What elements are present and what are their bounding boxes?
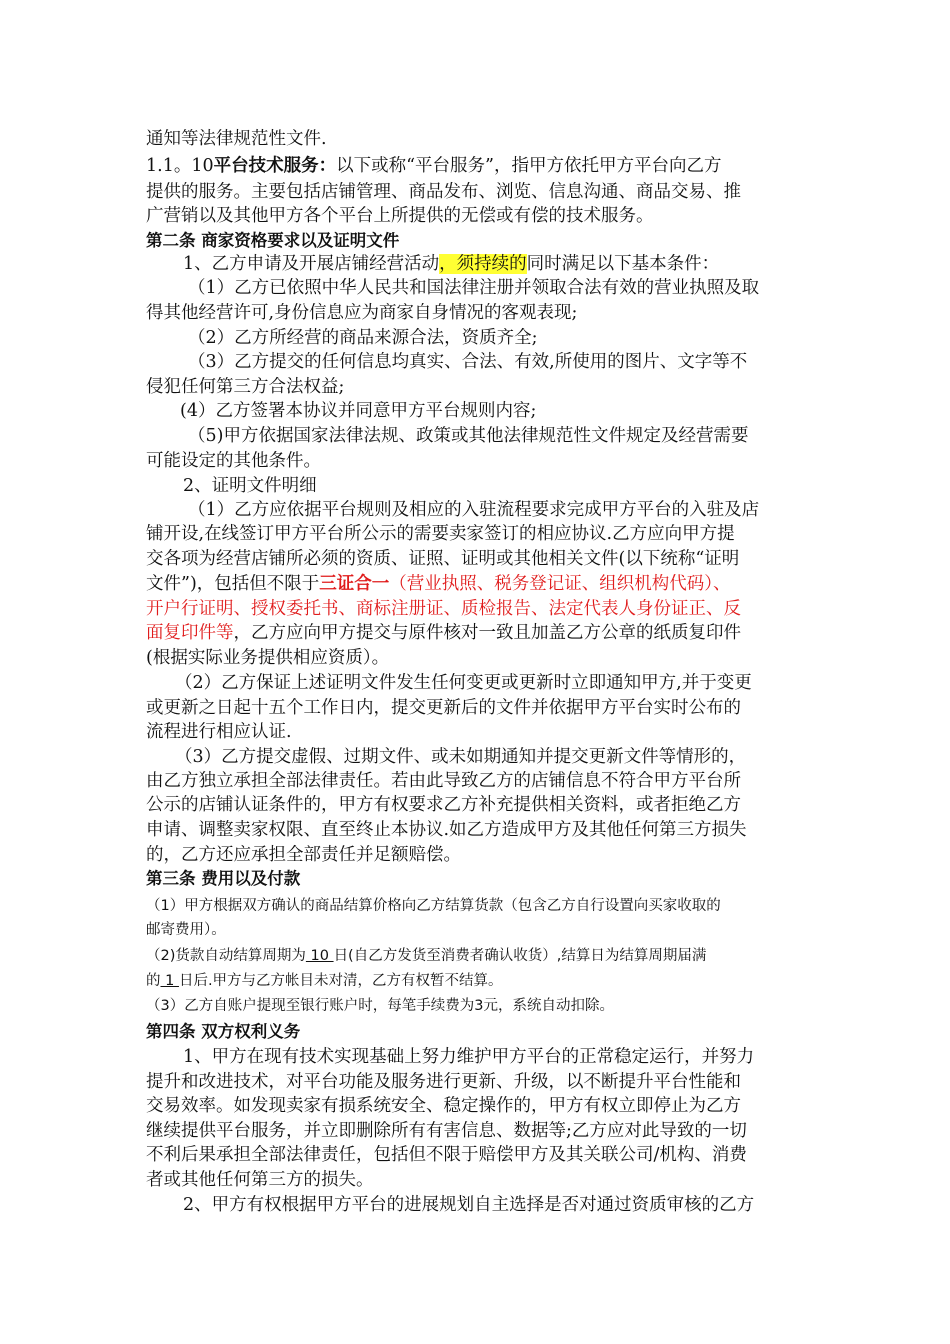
text-line: 可能设定的其他条件。 [146,451,321,471]
text-span: 文件”)，包括但不限于 [146,574,320,594]
red-bold-text: 三证合一 [319,574,390,594]
text-line: 邮寄费用）。 [146,922,226,938]
highlighted-text: ，须持续的 [439,254,527,274]
text-line: 者或其他任何第三方的损失。 [146,1170,374,1190]
text-span: 的 [146,973,161,989]
text-span: 1、乙方申请及开展店铺经营活动 [183,254,440,274]
settlement-cycle-value: 10 [305,948,334,964]
text-line [146,944,706,968]
settlement-day-value: 1 [160,973,179,989]
text-line [146,572,731,596]
text-line: 或更新之日起十五个工作日内，提交更新后的文件并依据甲方平台实时公布的 [146,698,741,718]
text-span: 日后.甲方与乙方帐目未对清，乙方有权暂不结算。 [178,973,503,989]
text-line: 侵犯任何第三方合法权益; [146,377,345,397]
text-span: （2)货款自动结算周期为 [146,948,306,964]
text-span: 日(自乙方发货至消费者确认收货）,结算日为结算周期届满 [333,948,707,964]
text-line [146,621,741,645]
text-line: 得其他经营许可,身份信息应为商家自身情况的客观表现; [146,303,578,323]
text-line: 申请、调整卖家权限、直至终止本协议.如乙方造成甲方及其他任何第三方损失 [146,820,747,840]
section-heading: 第二条 商家资格要求以及证明文件 [146,231,400,250]
text-line: 流程进行相应认证. [146,722,292,742]
text-line: 铺开设,在线签订甲方平台所公示的需要卖家签订的相应协议.乙方应向甲方提 [146,524,735,544]
section-heading: 第三条 费用以及付款 [146,869,301,888]
text-line: 公示的店铺认证条件的，甲方有权要求乙方补充提供相关资料，或者拒绝乙方 [146,795,741,815]
section-heading: 第四条 双方权利义务 [146,1022,301,1041]
text-line [146,154,722,178]
text-line: （3）乙方自账户提现至银行账户时，每笔手续费为3元，系统自动扣除。 [146,998,614,1014]
text-line [183,252,719,276]
text-line: 1、甲方在现有技术实现基础上努力维护甲方平台的正常稳定运行，并努力 [183,1047,755,1067]
text-line: 不利后果承担全部法律责任，包括但不限于赔偿甲方及其关联公司/机构、消费 [146,1145,747,1165]
text-line: （1）乙方已依照中华人民共和国法律注册并领取合法有效的营业执照及取 [188,278,760,298]
text-line: 继续提供平台服务，并立即删除所有有害信息、数据等;乙方应对此导致的一切 [146,1121,747,1141]
red-text: 面复印件等 [146,623,234,643]
text-line: （5)甲方依据国家法律法规、政策或其他法律规范性文件规定及经营需要 [188,426,749,446]
text-line [146,969,503,993]
text-line: 的，乙方还应承担全部责任并足额赔偿。 [146,845,461,865]
text-line: （1）乙方应依据平台规则及相应的入驻流程要求完成甲方平台的入驻及店 [188,500,760,520]
text-span: 以下或称“平台服务”，指甲方依托甲方平台向乙方 [336,156,722,176]
term-definition: 平台技术服务： [213,156,337,176]
text-line: 提供的服务。主要包括店铺管理、商品发布、浏览、信息沟通、商品交易、推 [146,182,741,202]
text-span: ，乙方应向甲方提交与原件核对一致且加盖乙方公章的纸质复印件 [233,623,741,643]
text-line: (4）乙方签署本协议并同意甲方平台规则内容; [180,401,537,421]
text-line: （2）乙方所经营的商品来源合法，资质齐全; [188,328,538,348]
text-line: 交各项为经营店铺所必须的资质、证照、证明或其他相关文件(以下统称“证明 [146,549,740,569]
text-span: 同时满足以下基本条件： [526,254,720,274]
text-line: （3）乙方提交虚假、过期文件、或未如期通知并提交更新文件等情形的， [175,747,747,767]
text-line: 提升和改进技术，对平台功能及服务进行更新、升级，以不断提升平台性能和 [146,1072,741,1092]
clause-number: 1.1。10 [146,156,214,176]
text-line: （2）乙方保证上述证明文件发生任何变更或更新时立即通知甲方,并于变更 [175,673,752,693]
red-text-line: 开户行证明、授权委托书、商标注册证、质检报告、法定代表人身份证正、反 [146,599,741,619]
text-line: 通知等法律规范性文件. [146,129,327,149]
text-line: （1）甲方根据双方确认的商品结算价格向乙方结算货款（包含乙方自行设置向买家收取的 [146,898,721,914]
text-line: （3）乙方提交的任何信息均真实、合法、有效,所使用的图片、文字等不 [188,352,748,372]
text-line: 2、证明文件明细 [183,476,317,496]
text-line: 2、甲方有权根据甲方平台的进展规划自主选择是否对通过资质审核的乙方 [183,1195,755,1215]
text-line: 由乙方独立承担全部法律责任。若由此导致乙方的店铺信息不符合甲方平台所 [146,771,741,791]
text-line: 交易效率。如发现卖家有损系统安全、稳定操作的，甲方有权立即停止为乙方 [146,1096,741,1116]
text-line: 广营销以及其他甲方各个平台上所提供的无偿或有偿的技术服务。 [146,206,654,226]
red-text: （营业执照、税务登记证、组织机构代码）、 [389,574,731,594]
text-line: (根据实际业务提供相应资质）。 [146,648,390,668]
